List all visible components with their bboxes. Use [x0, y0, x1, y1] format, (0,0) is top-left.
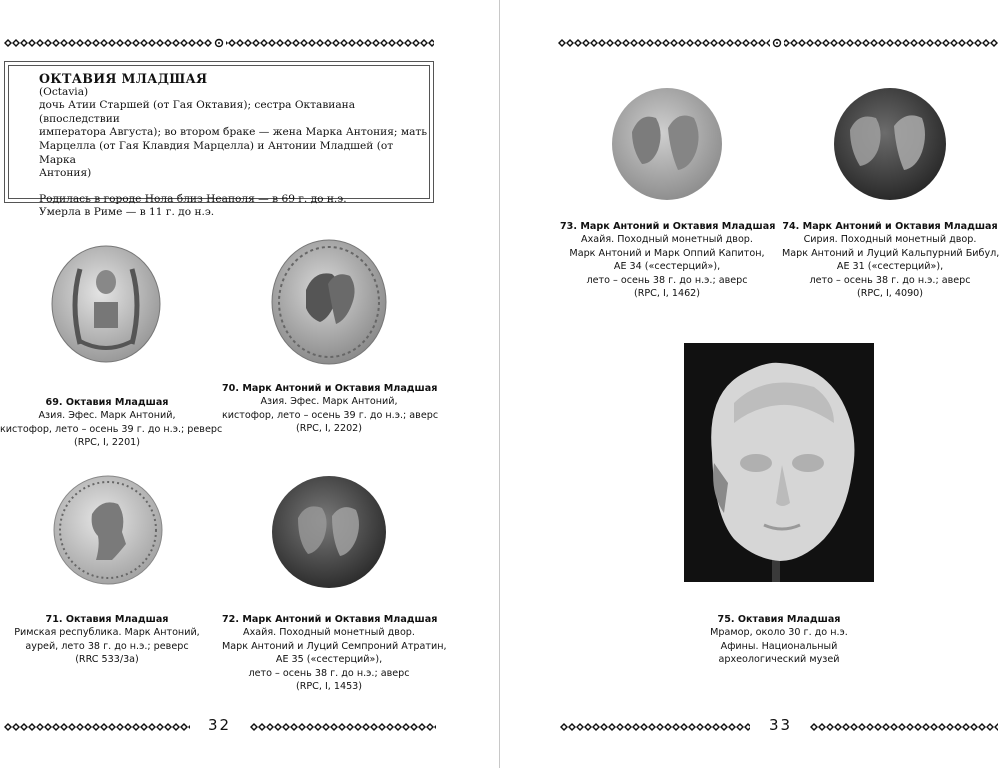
caption-line: Афины. Национальный	[720, 640, 838, 652]
coin-74-image	[832, 86, 948, 202]
caption-line: кистофор, лето – осень 39 г. до н.э.; аверс	[222, 409, 439, 421]
caption-70	[222, 382, 439, 436]
death-info: Умерла в Риме — в 11 г. до н.э.	[39, 206, 215, 219]
caption-title: 72. Марк Антоний и Октавия Младшая	[222, 614, 438, 625]
caption-72	[222, 613, 447, 693]
caption-line: Азия. Эфес. Марк Антоний,	[38, 410, 176, 422]
caption-line: лето – осень 38 г. до н.э.; аверс	[586, 274, 748, 286]
caption-line: Римская республика. Марк Антоний,	[14, 627, 200, 639]
caption-75	[672, 613, 886, 667]
biography-line: дочь Атии Старшей (от Гая Октавия); сестра Октавиана (впоследствии	[39, 99, 356, 125]
top-ornament-left	[4, 38, 434, 48]
page-number-left: 32	[208, 716, 232, 734]
caption-title: 73. Марк Антоний и Октавия Младшая	[560, 221, 776, 232]
caption-title: 69. Октавия Младшая	[45, 397, 169, 408]
coin-70-image	[270, 238, 388, 366]
biography-box	[4, 61, 434, 219]
caption-line: (RPC, I, 1462)	[633, 288, 701, 300]
caption-74	[782, 220, 998, 300]
caption-line: Ахайя. Походный монетный двор.	[581, 234, 753, 246]
biography-line: Марцелла (от Гая Клавдия Марцелла) и Антонии Младшей (от Марка	[39, 139, 394, 166]
caption-line: лето – осень 38 г. до н.э.; аверс	[248, 667, 410, 679]
caption-line: (RPC, I, 2201)	[73, 437, 141, 449]
biography-title: ОКТАВИЯ МЛАДШАЯ	[39, 71, 208, 86]
caption-line: Марк Антоний и Луций Кальпурний Бибул,	[782, 247, 1000, 259]
caption-title: 74. Марк Антоний и Октавия Младшая	[782, 221, 998, 232]
biography-latin-name: (Octavia)	[39, 85, 89, 98]
biography-line: Антония)	[39, 167, 92, 180]
caption-line: лето – осень 38 г. до н.э.; аверс	[809, 274, 971, 286]
coin-71-image	[52, 474, 164, 586]
caption-line: археологический музей	[718, 654, 840, 666]
bottom-ornament-left-b	[250, 722, 436, 732]
coin-73-image	[610, 86, 724, 202]
caption-line: кистофор, лето – осень 39 г. до н.э.; реверс	[0, 423, 223, 435]
bottom-ornament-right-a	[560, 722, 750, 732]
caption-line: (RRC 533/3a)	[75, 654, 139, 666]
caption-title: 70. Марк Антоний и Октавия Младшая	[222, 383, 438, 394]
caption-line: AE 35 («сестерций»),	[275, 654, 383, 666]
coin-72-image	[270, 474, 388, 590]
birth-info: Родилась в городе Нола близ Неаполя — в 69 г. до н.э.	[39, 192, 347, 205]
caption-line: Марк Антоний и Луций Семпроний Атратин,	[222, 640, 447, 652]
caption-line: AE 31 («сестерций»),	[836, 261, 944, 273]
caption-line: Марк Антоний и Марк Оппий Капитон,	[569, 247, 765, 259]
caption-73	[560, 220, 774, 300]
caption-line: Ахайя. Походный монетный двор.	[243, 627, 415, 639]
caption-line: AE 34 («сестерций»),	[613, 261, 721, 273]
caption-69	[0, 396, 223, 450]
bottom-ornament-right-b	[810, 722, 998, 732]
marble-bust-image	[684, 343, 874, 582]
caption-71	[0, 613, 214, 667]
caption-title: 71. Октавия Младшая	[45, 614, 169, 625]
coin-69-image	[50, 244, 162, 364]
caption-line: (RPC, I, 4090)	[856, 288, 924, 300]
caption-line: Сирия. Походный монетный двор.	[803, 234, 977, 246]
biography-line: императора Августа); во втором браке — жена Марка Антония; мать	[39, 126, 428, 139]
top-ornament-right	[558, 38, 998, 48]
page-number-right: 33	[769, 716, 793, 734]
caption-line: (RPC, I, 2202)	[295, 423, 363, 435]
caption-line: Мрамор, около 30 г. до н.э.	[710, 627, 848, 639]
caption-line: (RPC, I, 1453)	[295, 681, 363, 693]
bottom-ornament-left-a	[4, 722, 190, 732]
caption-line: аурей, лето 38 г. до н.э.; реверс	[25, 640, 189, 652]
caption-line: Азия. Эфес. Марк Антоний,	[260, 396, 398, 408]
caption-title: 75. Октавия Младшая	[717, 614, 841, 625]
